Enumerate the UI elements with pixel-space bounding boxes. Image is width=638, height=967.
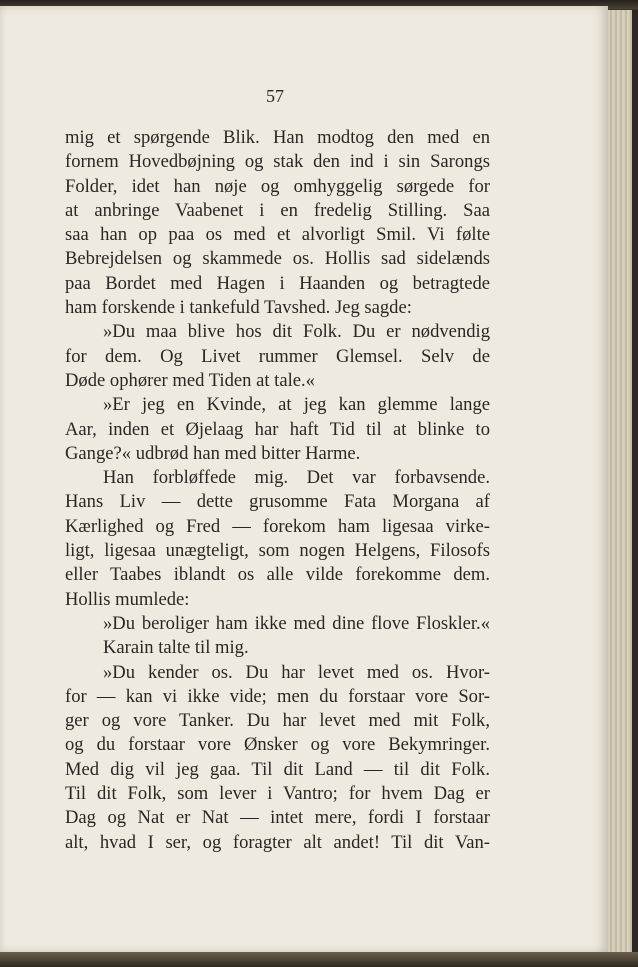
text-line: »Du kender os. Du har levet med os. Hvor- — [103, 661, 490, 683]
text-line: Han forbløffede mig. Det var forbavsende. — [103, 467, 490, 489]
bottom-edge — [0, 952, 638, 967]
text-line: ger og vore Tanker. Du har levet med mit Folk, — [65, 710, 490, 732]
text-line: paa Bordet med Hagen i Haanden og betragtede — [65, 272, 490, 294]
text-line: Hollis mumlede: — [65, 588, 190, 610]
text-line: ham forskende i tankefuld Tavshed. Jeg sagde: — [65, 297, 412, 319]
text-line: for — kan vi ikke vide; men du forstaar vore Sor- — [65, 685, 490, 707]
text-line: Bebrejdelsen og skammede os. Hollis sad sidelænds — [65, 248, 490, 270]
text-line: Karain talte til mig. — [103, 637, 249, 659]
text-line: Med dig vil jeg gaa. Til dit Land — til dit Folk. — [65, 758, 490, 780]
text-line: fornem Hovedbøjning og stak den ind i sin Sarongs — [65, 151, 490, 173]
text-line: ligt, ligesaa unægteligt, som nogen Helgens, Filosofs — [65, 540, 490, 562]
text-line: at anbringe Vaabenet i en fredelig Stilling. Saa — [65, 199, 490, 221]
text-line: Til dit Folk, som lever i Vantro; for hvem Dag er — [65, 783, 490, 805]
text-line: saa han op paa os med et alvorligt Smil. Vi følte — [65, 224, 490, 246]
body-text — [65, 126, 490, 855]
text-line: »Du beroliger ham ikke med dine flove Floskler.« — [103, 612, 490, 634]
text-line: Folder, idet han nøje og omhyggelig sørgede for — [65, 175, 490, 197]
text-line: mig et spørgende Blik. Han modtog den med en — [65, 127, 490, 148]
book-page — [0, 6, 608, 956]
text-line: for dem. Og Livet rummer Glemsel. Selv de — [65, 345, 490, 367]
text-line: Gange?« udbrød han med bitter Harme. — [65, 442, 361, 464]
page-edges — [608, 10, 638, 960]
text-line: eller Taabes iblandt os alle vilde forekomme dem. — [65, 564, 490, 586]
text-line: Kærlighed og Fred — forekom ham ligesaa virke- — [65, 515, 490, 537]
text-line: og du forstaar vore Ønsker og vore Bekymringer. — [65, 734, 490, 756]
text-line: Hans Liv — dette grusomme Fata Morgana af — [65, 491, 490, 513]
text-line: Døde ophører med Tiden at tale.« — [65, 369, 315, 391]
text-line: alt, hvad I ser, og foragter alt andet! Til dit Van- — [65, 831, 490, 853]
page-number: 57 — [266, 86, 284, 106]
text-line: Aar, inden et Øjelaag har haft Tid til at blinke to — [65, 418, 490, 440]
text-line: »Er jeg en Kvinde, at jeg kan glemme lange — [103, 394, 490, 416]
text-line: Dag og Nat er Nat — intet mere, fordi I forstaar — [65, 807, 490, 829]
text-line: »Du maa blive hos dit Folk. Du er nødvendig — [103, 321, 490, 343]
